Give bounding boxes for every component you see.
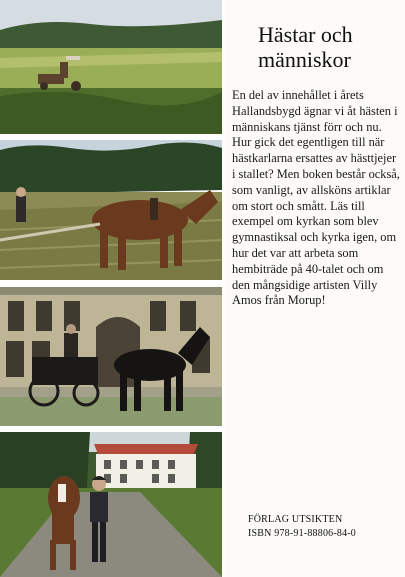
photo-horse-ploughing bbox=[0, 140, 222, 280]
photo-girl-with-horse-image bbox=[0, 432, 222, 577]
photo-haymaking-image bbox=[0, 0, 222, 134]
publisher-name: FÖRLAG UTSIKTEN bbox=[248, 514, 343, 525]
book-title: Hästar och människor bbox=[258, 22, 353, 72]
blurb-text: En del av innehållet i årets Hallandsbygd ägnar vi åt hästen i människans tjänst förr och nu. Hur gick det egentligen till när hästkarlarna ersattes av hästtjejer i stallet? Men boken består också, som vanligt, av allsköns artiklar om stort och smått. Läs till exempel om kyrkan som blev gymnastiksal och kyrka igen, om hur det var att arbeta som hembiträde på 40-talet och om den mångsidige artisten Villy Amos från Morup! bbox=[232, 88, 400, 308]
photo-horse-carriage bbox=[0, 287, 222, 426]
photo-girl-with-horse bbox=[0, 432, 222, 577]
publisher-block bbox=[248, 513, 403, 541]
photo-haymaking bbox=[0, 0, 222, 134]
photo-horse-ploughing-image bbox=[0, 140, 222, 280]
photo-horse-carriage-image bbox=[0, 287, 222, 426]
isbn-number: ISBN 978-91-88806-84-0 bbox=[248, 528, 357, 539]
